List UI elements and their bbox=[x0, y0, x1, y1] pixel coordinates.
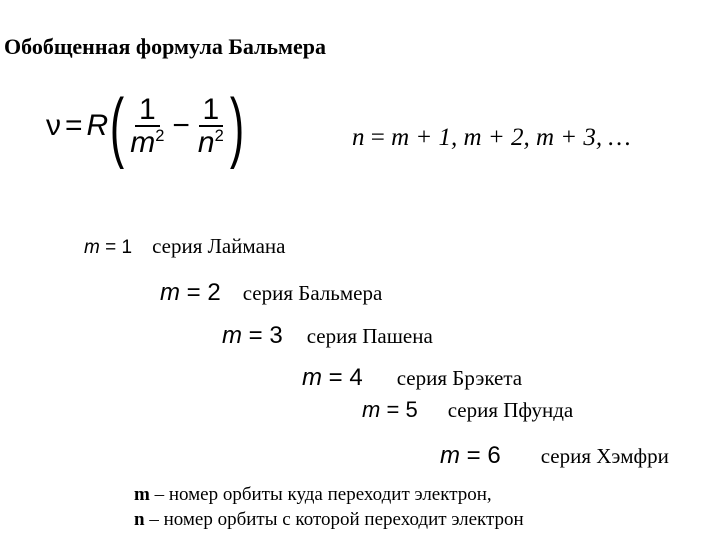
m-value: 4 bbox=[349, 364, 363, 391]
m-var: m bbox=[222, 322, 242, 349]
note-term: n bbox=[134, 509, 145, 530]
formula-equals: = bbox=[65, 109, 83, 142]
balmer-formula bbox=[46, 81, 246, 170]
den-m-exp: 2 bbox=[155, 127, 165, 145]
m-equals: = bbox=[248, 322, 263, 349]
series-row bbox=[440, 442, 669, 470]
notes-block bbox=[134, 482, 524, 532]
n-values-formula bbox=[352, 124, 631, 152]
n-rhs: m + 1, m + 2, m + 3, … bbox=[391, 124, 631, 151]
m-equals: = bbox=[328, 364, 343, 391]
left-paren: ( bbox=[110, 81, 125, 170]
m-equals: = bbox=[386, 397, 400, 422]
m-var: m bbox=[84, 237, 100, 258]
m-var: m bbox=[362, 397, 381, 422]
fraction-1-over-m2 bbox=[126, 94, 168, 159]
series-row bbox=[84, 234, 285, 259]
m-value: 6 bbox=[487, 442, 501, 469]
series-label: серия Брэкета bbox=[396, 366, 523, 390]
m-value: 1 bbox=[121, 237, 133, 258]
series-label: серия Бальмера bbox=[242, 281, 383, 305]
note-term: m bbox=[134, 484, 150, 505]
formula-rydberg: R bbox=[86, 109, 109, 142]
right-paren: ) bbox=[229, 81, 244, 170]
n-equals: = bbox=[370, 124, 385, 151]
fraction-1-over-n2 bbox=[194, 94, 228, 159]
fraction-denominator-m2 bbox=[126, 127, 168, 159]
series-label: серия Лаймана bbox=[152, 234, 286, 258]
m-equals: = bbox=[466, 442, 481, 469]
den-m-base: m bbox=[130, 126, 156, 159]
m-expression bbox=[84, 237, 132, 258]
page-title: Обобщенная формула Бальмера bbox=[4, 34, 327, 59]
note-line-n bbox=[134, 507, 524, 532]
formula-nu: ν bbox=[46, 109, 61, 142]
note-line-m bbox=[134, 482, 524, 507]
fraction-denominator-n2 bbox=[194, 127, 228, 159]
den-n-exp: 2 bbox=[214, 127, 224, 145]
m-value: 2 bbox=[207, 279, 221, 306]
m-var: m bbox=[302, 364, 322, 391]
formula-minus: − bbox=[172, 109, 190, 142]
m-expression bbox=[222, 322, 283, 349]
m-value: 3 bbox=[269, 322, 283, 349]
series-row bbox=[222, 322, 433, 350]
series-row bbox=[160, 279, 382, 307]
n-var: n bbox=[352, 124, 365, 151]
m-value: 5 bbox=[405, 397, 418, 422]
m-equals: = bbox=[186, 279, 201, 306]
fraction-numerator-2: 1 bbox=[199, 94, 224, 128]
m-expression bbox=[362, 397, 418, 422]
note-text: – номер орбиты с которой переходит электрон bbox=[144, 509, 524, 530]
m-equals: = bbox=[105, 237, 117, 258]
fraction-numerator-1: 1 bbox=[135, 94, 160, 128]
note-text: – номер орбиты куда переходит электрон, bbox=[149, 484, 492, 505]
series-label: серия Хэмфри bbox=[540, 444, 669, 468]
m-var: m bbox=[440, 442, 460, 469]
m-expression bbox=[302, 364, 363, 391]
series-label: серия Пфунда bbox=[447, 398, 574, 422]
den-n-base: n bbox=[197, 126, 215, 159]
m-expression bbox=[160, 279, 221, 306]
series-row bbox=[302, 364, 522, 392]
series-label: серия Пашена bbox=[306, 324, 433, 348]
series-row bbox=[362, 397, 573, 423]
m-var: m bbox=[160, 279, 180, 306]
m-expression bbox=[440, 442, 501, 469]
